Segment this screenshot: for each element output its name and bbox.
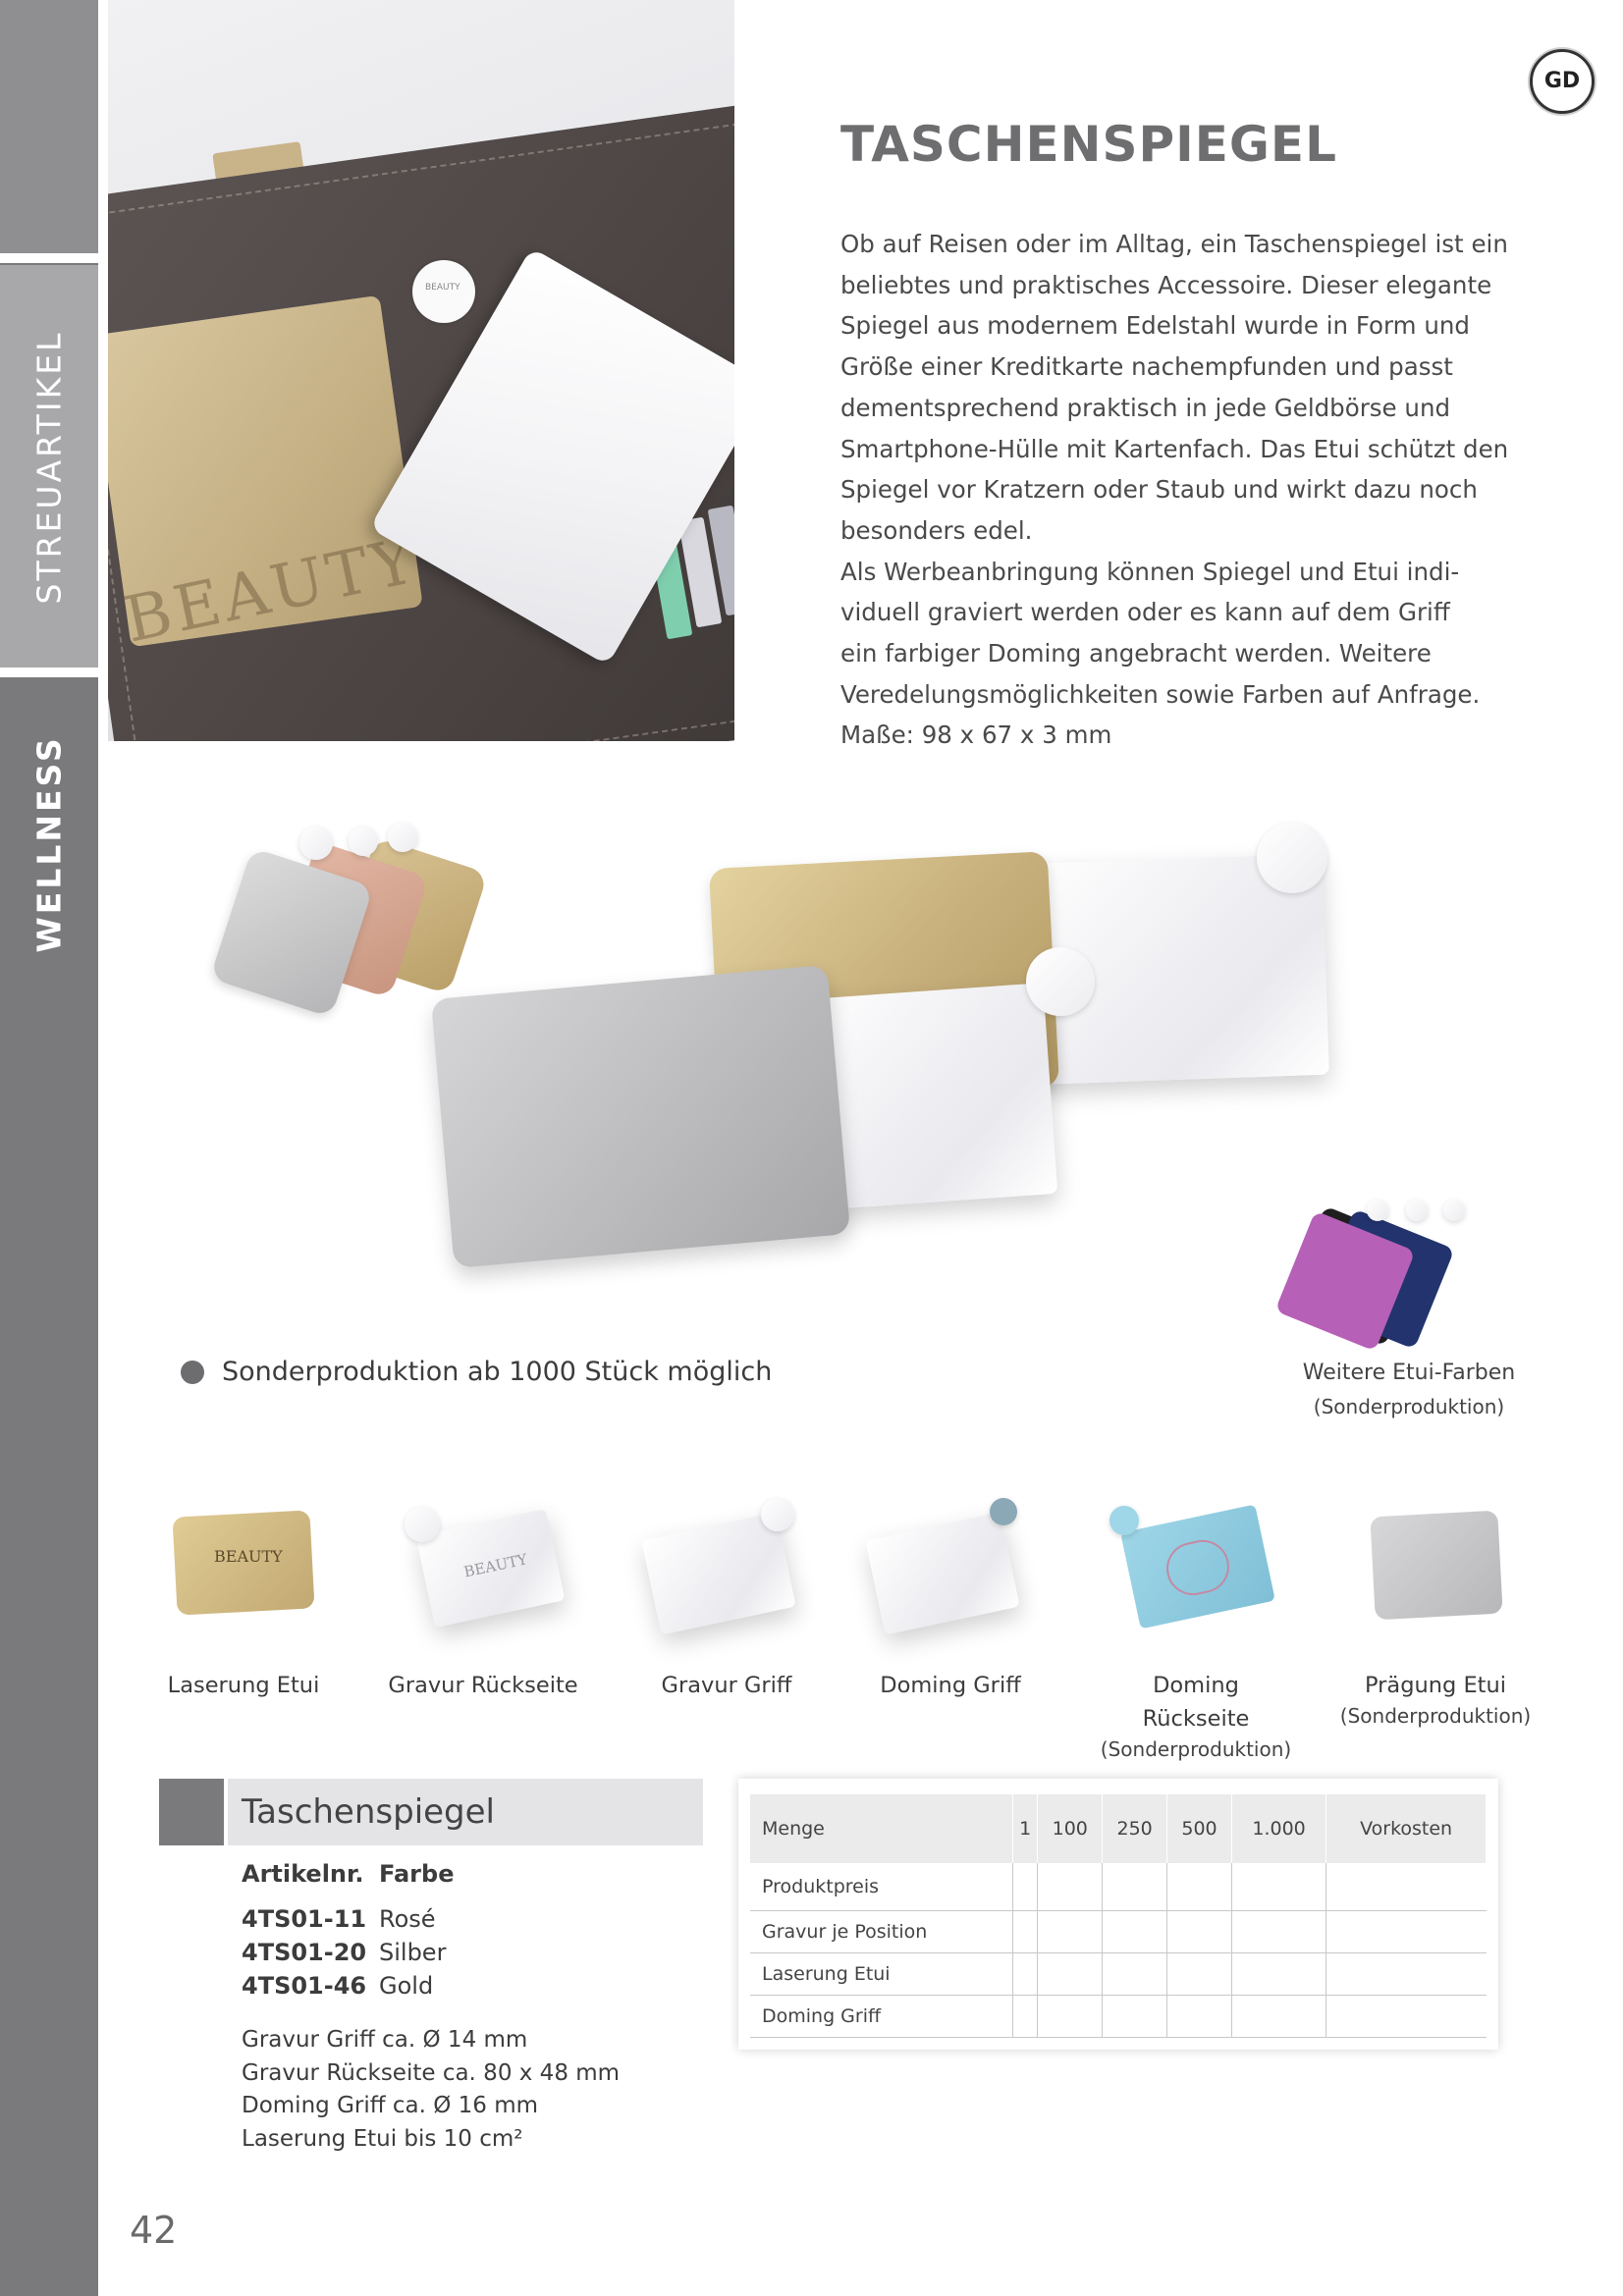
product-title: TASCHENSPIEGEL [840,116,1337,173]
option-gravur-griff [628,1492,825,1702]
table-row [750,1953,1487,1996]
price-row-label: Produktpreis [750,1863,1013,1911]
hero-emboss-text: BEAUTY [118,524,425,658]
option-laserung-etui [145,1492,342,1702]
gd-logo-icon [1530,49,1595,114]
article-color: Gold [379,1972,434,2000]
description-line: besonders edel. [840,515,1033,545]
header-farbe: Farbe [379,1860,455,1888]
description-line: Smartphone-Hülle mit Kartenfach. Das Etui schützt den [840,434,1509,463]
option-doming-rueckseite [1098,1492,1294,1763]
header-vorkosten: Vorkosten [1326,1794,1487,1863]
sidebar-label-streuartikel: STREUARTIKEL [29,330,69,605]
description-line: Spiegel aus modernem Edelstahl wurde in Form und [840,311,1470,341]
description-line: ein farbiger Doming angebracht werden. Weitere [840,639,1432,668]
hero-handle-text: BEAUTY [425,283,460,293]
etui-colors-label: Weitere Etui-Farben [1302,1361,1516,1385]
silver-etui [431,965,850,1268]
article-specs [242,2024,620,2156]
option-praegung-etui [1337,1492,1534,1730]
sidebar-divider [0,253,98,263]
option-sub: (Sonderproduktion) [1100,1737,1292,1761]
article-table [242,1857,575,2002]
spec-line: Gravur Rückseite ca. 80 x 48 mm [242,2059,621,2086]
description-line: beliebtes und praktisches Accessoire. Dieser elegante [840,270,1492,299]
sonderproduktion-text: Sonderproduktion ab 1000 Stück möglich [222,1357,773,1387]
hero-photo [108,0,734,741]
option-emboss-text: BEAUTY [461,1550,529,1581]
option-label: Gravur Rückseite [388,1673,578,1698]
description-line: Ob auf Reisen oder im Alltag, ein Taschenspiegel ist ein [840,230,1508,258]
price-row-label: Laserung Etui [750,1953,1013,1996]
option-sub: (Sonderproduktion) [1339,1704,1532,1728]
price-row-label: Doming Griff [750,1996,1013,2038]
header-menge: Menge [750,1794,1013,1863]
sidebar-divider [0,667,98,677]
article-box-marker [159,1779,224,1845]
price-table [750,1794,1487,2038]
table-row [242,1969,575,2002]
description-line: Größe einer Kreditkarte nachempfunden und passt [840,352,1453,382]
table-row [750,1996,1487,2038]
description-line: dementsprechend praktisch in jede Geldbörse und [840,393,1451,422]
sidebar-label-wellness: WELLNESS [29,735,69,953]
table-row [750,1911,1487,1953]
header-qty-1: 1 [1013,1794,1038,1863]
header-qty-500: 500 [1167,1794,1232,1863]
article-table-header [242,1857,575,1891]
description-line: Spiegel vor Kratzern oder Staub und wirkt dazu noch [840,475,1478,505]
option-emboss-text: BEAUTY [214,1547,283,1566]
spec-line: Doming Griff ca. Ø 16 mm [242,2093,539,2118]
table-row [750,1863,1487,1911]
sonderproduktion-note [181,1357,772,1387]
header-qty-100: 100 [1038,1794,1103,1863]
article-number: 4TS01-46 [242,1972,367,2000]
article-color: Silber [379,1939,447,1966]
sidebar [0,0,98,2296]
option-gravur-rueckseite [385,1492,581,1702]
header-qty-250: 250 [1103,1794,1167,1863]
article-number: 4TS01-20 [242,1939,367,1966]
product-description [840,224,1528,756]
price-row-label: Gravur je Position [750,1911,1013,1953]
spec-line: Gravur Griff ca. Ø 14 mm [242,2027,528,2053]
header-qty-1000: 1.000 [1231,1794,1325,1863]
option-label: Prägung Etui [1365,1673,1506,1698]
sidebar-tab-top[interactable] [0,0,98,253]
option-label: Laserung Etui [167,1673,320,1698]
header-artikelnr: Artikelnr. [242,1860,364,1888]
logo-text: GD [1543,69,1581,93]
table-row [242,1936,575,1969]
price-table-box [738,1779,1498,2050]
mirror-back-handle [1257,823,1327,893]
description-line: Maße: 98 x 67 x 3 mm [840,721,1112,750]
etui-colors-sub: (Sonderproduktion) [1313,1395,1505,1418]
description-line: Veredelungsmöglichkeiten sowie Farben auf Anfrage. [840,679,1481,709]
article-box-title: Taschenspiegel [228,1779,703,1845]
price-table-header [750,1794,1487,1863]
description-line: Als Werbeanbringung können Spiegel und Etui indi- [840,557,1460,586]
etui-colors-caption [1267,1357,1551,1423]
page-number: 42 [130,2209,178,2252]
article-color: Rosé [379,1905,436,1933]
spec-line: Laserung Etui bis 10 cm² [242,2125,523,2152]
option-label: Doming Rückseite [1142,1673,1250,1732]
description-line: viduell graviert werden oder es kann auf dem Griff [840,598,1450,627]
article-number: 4TS01-11 [242,1905,367,1933]
option-doming-griff [852,1492,1049,1702]
option-label: Doming Griff [880,1673,1021,1698]
bullet-icon [181,1361,204,1384]
table-row [242,1902,575,1936]
mirror-front-handle [1026,947,1095,1016]
option-label: Gravur Griff [661,1673,792,1698]
